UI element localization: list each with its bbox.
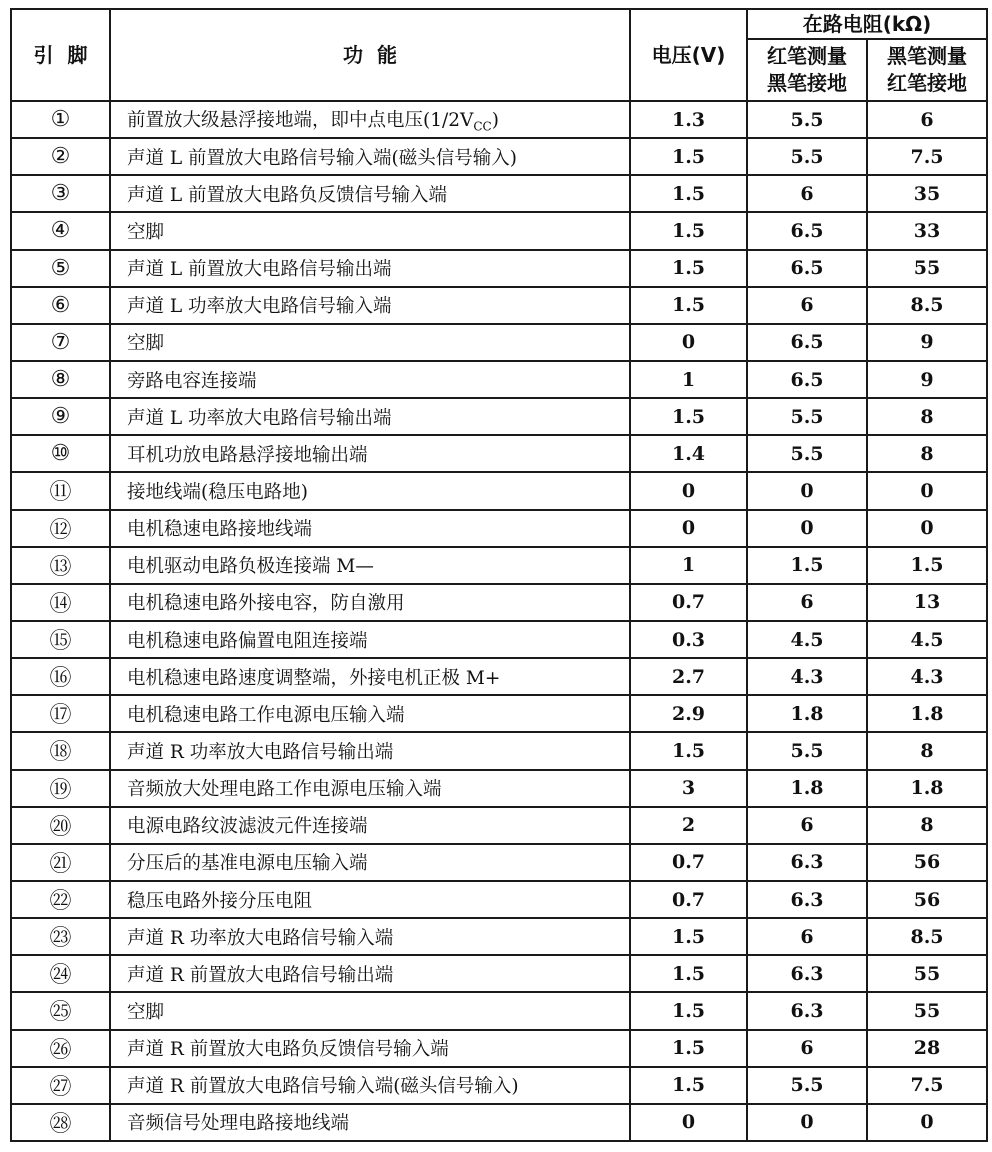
pin-function: 声道 R 前置放大电路信号输入端(磁头信号输入) [110,1067,630,1104]
table-row [11,324,987,361]
table-row [11,881,987,918]
pin-voltage: 1.5 [630,955,747,992]
pin-function: 稳压电路外接分压电阻 [110,881,630,918]
pin-number: ㉒ [11,881,110,918]
resistance-black-probe: 56 [867,844,987,881]
pin-function: 声道 R 功率放大电路信号输出端 [110,732,630,769]
pin-number: ③ [11,175,110,212]
resistance-red-probe: 6.3 [747,844,867,881]
resistance-red-probe: 6.5 [747,324,867,361]
pin-function: 电机稳速电路工作电源电压输入端 [110,695,630,732]
pin-voltage: 1.5 [630,732,747,769]
resistance-black-probe: 8 [867,807,987,844]
table-row [11,1030,987,1067]
pin-voltage: 1 [630,361,747,398]
pin-number: ⑩ [11,435,110,472]
resistance-black-probe: 0 [867,1104,987,1141]
pin-function: 音频放大处理电路工作电源电压输入端 [110,770,630,807]
pin-function: 电机稳速电路外接电容，防自激用 [110,584,630,621]
pin-function: 电机驱动电路负极连接端 M— [110,547,630,584]
pin-voltage: 1.5 [630,212,747,249]
pin-number: ⑫ [11,510,110,547]
table-row [11,175,987,212]
table-row [11,844,987,881]
table-row [11,1067,987,1104]
resistance-red-probe: 6 [747,584,867,621]
resistance-red-probe: 6.3 [747,881,867,918]
resistance-black-probe: 55 [867,250,987,287]
header-red-probe-line1: 红笔测量 [767,44,847,68]
resistance-red-probe: 1.8 [747,770,867,807]
pin-voltage: 0 [630,324,747,361]
header-black-probe-line1: 黑笔测量 [887,44,967,68]
header-black-probe-line2: 红笔接地 [887,71,967,95]
pin-function-table [10,8,988,1142]
pin-number: ㉑ [11,844,110,881]
header-voltage: 电压(V) [630,9,747,101]
resistance-red-probe: 6 [747,175,867,212]
pin-function: 电机稳速电路速度调整端，外接电机正极 M+ [110,658,630,695]
pin-function: 空脚 [110,324,630,361]
resistance-black-probe: 1.8 [867,770,987,807]
resistance-black-probe: 55 [867,992,987,1029]
resistance-red-probe: 1.5 [747,547,867,584]
pin-voltage: 1.5 [630,175,747,212]
resistance-black-probe: 35 [867,175,987,212]
pin-function: 声道 R 前置放大电路负反馈信号输入端 [110,1030,630,1067]
pin-voltage: 0 [630,472,747,509]
pin-function: 旁路电容连接端 [110,361,630,398]
resistance-black-probe: 55 [867,955,987,992]
pin-function-text: 前置放大级悬浮接地端，即中点电压(1/2V [127,109,474,131]
pin-voltage: 1.5 [630,1030,747,1067]
pin-number: ① [11,101,110,138]
resistance-black-probe: 8.5 [867,918,987,955]
pin-number: ㉘ [11,1104,110,1141]
pin-voltage: 1 [630,547,747,584]
pin-function: 接地线端(稳压电路地) [110,472,630,509]
table-row [11,992,987,1029]
resistance-black-probe: 0 [867,510,987,547]
pin-function: 声道 L 前置放大电路信号输入端(磁头信号输入) [110,138,630,175]
resistance-red-probe: 4.5 [747,621,867,658]
header-function: 功 能 [110,9,630,101]
table-row [11,584,987,621]
resistance-red-probe: 0 [747,510,867,547]
pin-voltage: 2.7 [630,658,747,695]
pin-number: ㉔ [11,955,110,992]
pin-function: 声道 R 前置放大电路信号输出端 [110,955,630,992]
resistance-black-probe: 33 [867,212,987,249]
pin-number: ⑮ [11,621,110,658]
resistance-red-probe: 6 [747,1030,867,1067]
table-row [11,361,987,398]
resistance-red-probe: 5.5 [747,435,867,472]
pin-number: ⑭ [11,584,110,621]
pin-function: 电机稳速电路接地线端 [110,510,630,547]
resistance-red-probe: 6.3 [747,992,867,1029]
pin-voltage: 0.7 [630,584,747,621]
pin-voltage: 2.9 [630,695,747,732]
resistance-black-probe: 4.3 [867,658,987,695]
pin-function: 耳机功放电路悬浮接地输出端 [110,435,630,472]
pin-function: 声道 L 前置放大电路信号输出端 [110,250,630,287]
pin-function: 声道 L 功率放大电路信号输出端 [110,398,630,435]
pin-function: 分压后的基准电源电压输入端 [110,844,630,881]
pin-number: ㉕ [11,992,110,1029]
table-row [11,695,987,732]
resistance-black-probe: 8 [867,398,987,435]
table-row [11,250,987,287]
resistance-black-probe: 1.8 [867,695,987,732]
pin-number: ⑱ [11,732,110,769]
pin-voltage: 3 [630,770,747,807]
table-row [11,138,987,175]
table-row [11,510,987,547]
resistance-red-probe: 5.5 [747,398,867,435]
table-row [11,621,987,658]
table-row [11,770,987,807]
resistance-black-probe: 28 [867,1030,987,1067]
table-row [11,1104,987,1141]
resistance-red-probe: 6 [747,287,867,324]
pin-number: ⑯ [11,658,110,695]
header-black-probe [867,39,987,101]
pin-number: ⑦ [11,324,110,361]
pin-number: ⑰ [11,695,110,732]
table-row [11,732,987,769]
pin-function: 空脚 [110,212,630,249]
header-resistance-group: 在路电阻(kΩ) [747,9,987,39]
pin-voltage: 0.7 [630,881,747,918]
table-row [11,918,987,955]
pin-voltage: 1.3 [630,101,747,138]
pin-number: ⑧ [11,361,110,398]
header-red-probe-line2: 黑笔接地 [767,71,847,95]
resistance-black-probe: 9 [867,324,987,361]
resistance-red-probe: 5.5 [747,732,867,769]
table-row [11,807,987,844]
resistance-black-probe: 8.5 [867,287,987,324]
pin-function: 声道 R 功率放大电路信号输入端 [110,918,630,955]
resistance-black-probe: 1.5 [867,547,987,584]
resistance-black-probe: 4.5 [867,621,987,658]
pin-function: 空脚 [110,992,630,1029]
table-row [11,287,987,324]
pin-number: ⑤ [11,250,110,287]
resistance-red-probe: 0 [747,1104,867,1141]
resistance-red-probe: 6.5 [747,212,867,249]
resistance-red-probe: 5.5 [747,101,867,138]
pin-number: ⑲ [11,770,110,807]
pin-voltage: 1.5 [630,1067,747,1104]
pin-function: 音频信号处理电路接地线端 [110,1104,630,1141]
resistance-black-probe: 7.5 [867,1067,987,1104]
pin-voltage: 0 [630,1104,747,1141]
resistance-black-probe: 0 [867,472,987,509]
pin-voltage: 1.5 [630,398,747,435]
pin-voltage: 1.5 [630,250,747,287]
table-row [11,955,987,992]
resistance-red-probe: 4.3 [747,658,867,695]
pin-number: ㉗ [11,1067,110,1104]
pin-voltage: 0 [630,510,747,547]
resistance-red-probe: 6.3 [747,955,867,992]
resistance-black-probe: 8 [867,435,987,472]
table-row [11,472,987,509]
table-row [11,547,987,584]
pin-number: ⑬ [11,547,110,584]
resistance-red-probe: 5.5 [747,1067,867,1104]
table-body [11,101,987,1141]
pin-voltage: 1.5 [630,287,747,324]
pin-voltage: 1.5 [630,992,747,1029]
table-row [11,658,987,695]
resistance-black-probe: 13 [867,584,987,621]
table-row [11,435,987,472]
table-row [11,212,987,249]
pin-voltage: 1.5 [630,918,747,955]
pin-number: ㉖ [11,1030,110,1067]
table-header [11,9,987,101]
pin-function [110,101,630,138]
resistance-red-probe: 6 [747,918,867,955]
pin-number: ㉓ [11,918,110,955]
pin-voltage: 2 [630,807,747,844]
resistance-red-probe: 6.5 [747,361,867,398]
resistance-red-probe: 6.5 [747,250,867,287]
resistance-black-probe: 8 [867,732,987,769]
pin-voltage: 0.3 [630,621,747,658]
resistance-black-probe: 9 [867,361,987,398]
pin-number: ⑨ [11,398,110,435]
pin-function: 电机稳速电路偏置电阻连接端 [110,621,630,658]
pin-voltage: 1.4 [630,435,747,472]
pin-voltage: 1.5 [630,138,747,175]
pin-number: ⑳ [11,807,110,844]
table-row [11,398,987,435]
pin-function: 声道 L 前置放大电路负反馈信号输入端 [110,175,630,212]
header-pin: 引 脚 [11,9,110,101]
resistance-black-probe: 7.5 [867,138,987,175]
pin-voltage: 0.7 [630,844,747,881]
resistance-red-probe: 6 [747,807,867,844]
pin-number: ④ [11,212,110,249]
resistance-black-probe: 56 [867,881,987,918]
pin-function-tail: ) [491,109,499,131]
pin-number: ⑥ [11,287,110,324]
pin-function-subscript: CC [473,119,492,134]
pin-number: ⑪ [11,472,110,509]
pin-function: 声道 L 功率放大电路信号输入端 [110,287,630,324]
header-red-probe [747,39,867,101]
pin-number: ② [11,138,110,175]
resistance-black-probe: 6 [867,101,987,138]
resistance-red-probe: 0 [747,472,867,509]
table-row [11,101,987,138]
pin-function: 电源电路纹波滤波元件连接端 [110,807,630,844]
resistance-red-probe: 1.8 [747,695,867,732]
resistance-red-probe: 5.5 [747,138,867,175]
